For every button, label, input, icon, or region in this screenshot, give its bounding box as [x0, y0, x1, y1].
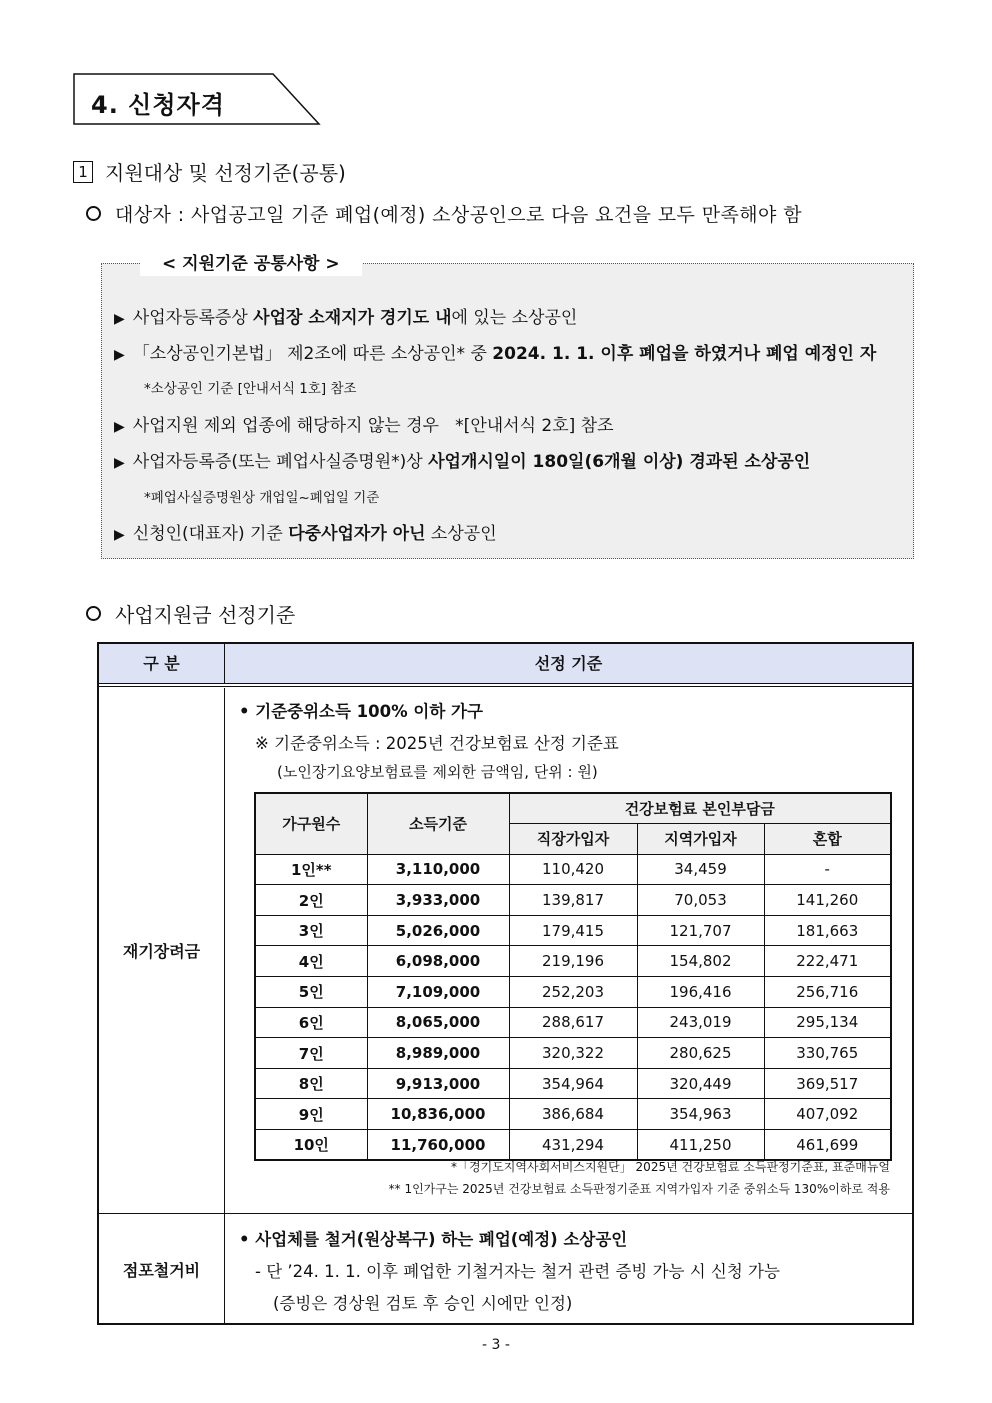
criteria-text: 사업지원 제외 업종에 해당하지 않는 경우 *[안내서식 2호] 참조 — [132, 416, 614, 436]
criteria-text: 소상공인 — [425, 524, 497, 544]
criteria-text: 「소상공인기본법」 제2조에 따른 소상공인* 중 — [132, 344, 493, 364]
cell-regional: 320,449 — [637, 1068, 764, 1099]
selection-heading — [86, 599, 295, 628]
cell-employee: 139,817 — [509, 885, 637, 916]
cell-mixed: 461,699 — [764, 1130, 891, 1161]
criteria-text: 사업자등록증상 — [132, 308, 254, 328]
header-divider — [99, 684, 912, 687]
selection-title: 사업지원금 선정기준 — [115, 603, 296, 627]
cell-income: 6,098,000 — [367, 946, 509, 977]
table-row — [255, 977, 891, 1008]
header-criteria: 선정 기준 — [534, 654, 603, 673]
cell-regional: 243,019 — [637, 1007, 764, 1038]
cell-household: 8인 — [255, 1068, 367, 1099]
cell-household: 5인 — [255, 977, 367, 1008]
cell-mixed: 256,716 — [764, 977, 891, 1008]
subsection-number: 1 — [73, 161, 93, 183]
table-row — [255, 885, 891, 916]
criteria-note-2: *소상공인 기준 [안내서식 1호] 참조 — [144, 381, 357, 397]
cell-income: 3,110,000 — [367, 854, 509, 885]
criteria-note-4: *폐업사실증명원상 개업일~폐업일 기준 — [144, 490, 380, 506]
criteria-text: 에 있는 소상공인 — [451, 308, 578, 328]
row-label-recovery: 재기장려금 — [99, 688, 225, 1213]
cell-employee: 386,684 — [509, 1099, 637, 1130]
cell-regional: 354,963 — [637, 1099, 764, 1130]
cell-regional: 121,707 — [637, 915, 764, 946]
page-number: - 3 - — [482, 1337, 510, 1353]
cell-mixed: 181,663 — [764, 915, 891, 946]
criteria-bold: 사업장 소재지가 경기도 내 — [253, 308, 452, 328]
cell-regional: 280,625 — [637, 1038, 764, 1069]
triangle-bullet-icon: ▶ — [114, 419, 125, 435]
cell-mixed: 407,092 — [764, 1099, 891, 1130]
cell-mixed: 141,260 — [764, 885, 891, 916]
col-income: 소득기준 — [367, 793, 509, 854]
recovery-bullet: • 기준중위소득 100% 이하 가구 — [239, 702, 483, 721]
col-premium-group: 건강보험료 본인부담금 — [509, 793, 891, 824]
criteria-item-3 — [114, 411, 614, 436]
income-table — [254, 792, 892, 1161]
target-text: 대상자 : 사업공고일 기준 폐업(예정) 소상공인으로 다음 요건을 모두 만족해야 함 — [115, 204, 802, 226]
cell-household: 9인 — [255, 1099, 367, 1130]
cell-regional: 70,053 — [637, 885, 764, 916]
criteria-item-4 — [114, 447, 810, 472]
cell-household: 7인 — [255, 1038, 367, 1069]
criteria-text: 신청인(대표자) 기준 — [132, 524, 289, 544]
triangle-bullet-icon: ▶ — [114, 347, 125, 363]
cell-regional: 196,416 — [637, 977, 764, 1008]
cell-mixed: - — [764, 854, 891, 885]
row-recovery-grant — [99, 688, 912, 1214]
cell-regional: 411,250 — [637, 1130, 764, 1161]
table-row — [255, 1130, 891, 1161]
table-row — [255, 1099, 891, 1130]
income-footnote-1: *「경기도지역사회서비스지원단」 2025년 건강보험료 소득판정기준표, 표준매뉴얼 — [451, 1160, 890, 1174]
cell-household: 4인 — [255, 946, 367, 977]
cell-income: 11,760,000 — [367, 1130, 509, 1161]
criteria-bold: 사업개시일이 180일(6개월 이상) 경과된 소상공인 — [428, 452, 811, 472]
selection-table — [97, 642, 914, 1325]
cell-income: 3,933,000 — [367, 885, 509, 916]
cell-employee: 219,196 — [509, 946, 637, 977]
criteria-item-5 — [114, 519, 497, 544]
cell-income: 10,836,000 — [367, 1099, 509, 1130]
subsection-heading — [73, 157, 346, 186]
cell-income: 8,989,000 — [367, 1038, 509, 1069]
table-row — [255, 1068, 891, 1099]
criteria-bold: 2024. 1. 1. 이후 폐업을 하였거나 폐업 예정인 자 — [492, 344, 877, 364]
recovery-reference: ※ 기준중위소득 : 2025년 건강보험료 산정 기준표 — [255, 734, 619, 753]
table-row — [255, 1038, 891, 1069]
cell-household: 2인 — [255, 885, 367, 916]
col-employee: 직장가입자 — [509, 824, 637, 855]
cell-employee: 252,203 — [509, 977, 637, 1008]
col-regional: 지역가입자 — [637, 824, 764, 855]
table-row — [255, 854, 891, 885]
section-title: 4. 신청자격 — [91, 91, 225, 119]
criteria-title: < 지원기준 공통사항 > — [140, 252, 362, 276]
criteria-text: 사업자등록증(또는 폐업사실증명원*)상 — [132, 452, 429, 472]
cell-employee: 179,415 — [509, 915, 637, 946]
cell-mixed: 222,471 — [764, 946, 891, 977]
cell-household: 10인 — [255, 1130, 367, 1161]
cell-employee: 320,322 — [509, 1038, 637, 1069]
cell-employee: 288,617 — [509, 1007, 637, 1038]
circle-bullet-icon — [86, 206, 101, 221]
triangle-bullet-icon: ▶ — [114, 455, 125, 471]
demolition-bullet: • 사업체를 철거(원상복구) 하는 폐업(예정) 소상공인 — [239, 1230, 628, 1249]
header-category: 구 분 — [99, 644, 225, 683]
cell-employee: 354,964 — [509, 1068, 637, 1099]
circle-bullet-icon — [86, 606, 101, 621]
criteria-box — [101, 254, 914, 559]
table-row — [255, 915, 891, 946]
cell-income: 9,913,000 — [367, 1068, 509, 1099]
cell-household: 3인 — [255, 915, 367, 946]
subsection-title: 지원대상 및 선정기준(공통) — [105, 161, 346, 185]
cell-mixed: 295,134 — [764, 1007, 891, 1038]
selection-table-header — [99, 644, 912, 684]
cell-household: 6인 — [255, 1007, 367, 1038]
col-household: 가구원수 — [255, 793, 367, 854]
cell-mixed: 330,765 — [764, 1038, 891, 1069]
section-heading — [73, 73, 321, 125]
cell-regional: 154,802 — [637, 946, 764, 977]
row-demolition-cost — [99, 1214, 912, 1325]
criteria-item-2 — [114, 339, 876, 364]
target-line — [86, 200, 802, 227]
cell-income: 5,026,000 — [367, 915, 509, 946]
cell-employee: 431,294 — [509, 1130, 637, 1161]
criteria-bold: 다중사업자가 아닌 — [288, 524, 426, 544]
table-row — [255, 946, 891, 977]
col-mixed: 혼합 — [764, 824, 891, 855]
cell-income: 8,065,000 — [367, 1007, 509, 1038]
cell-mixed: 369,517 — [764, 1068, 891, 1099]
cell-regional: 34,459 — [637, 854, 764, 885]
row-label-demolition: 점포철거비 — [99, 1214, 225, 1325]
cell-household: 1인** — [255, 854, 367, 885]
table-row — [255, 1007, 891, 1038]
demolition-condition: - 단 ’24. 1. 1. 이후 폐업한 기철거자는 철거 관련 증빙 가능 시 신청 가능 — [255, 1262, 780, 1281]
recovery-reference-note: (노인장기요양보험료를 제외한 금액임, 단위 : 원) — [277, 763, 598, 781]
income-footnote-2: ** 1인가구는 2025년 건강보험료 소득판정기준표 지역가입자 기준 중위소득 130%이하로 적용 — [388, 1182, 890, 1196]
criteria-item-1 — [114, 303, 577, 328]
triangle-bullet-icon: ▶ — [114, 527, 125, 543]
cell-income: 7,109,000 — [367, 977, 509, 1008]
triangle-bullet-icon: ▶ — [114, 311, 125, 327]
cell-employee: 110,420 — [509, 854, 637, 885]
demolition-note: (증빙은 경상원 검토 후 승인 시에만 인정) — [273, 1294, 573, 1313]
